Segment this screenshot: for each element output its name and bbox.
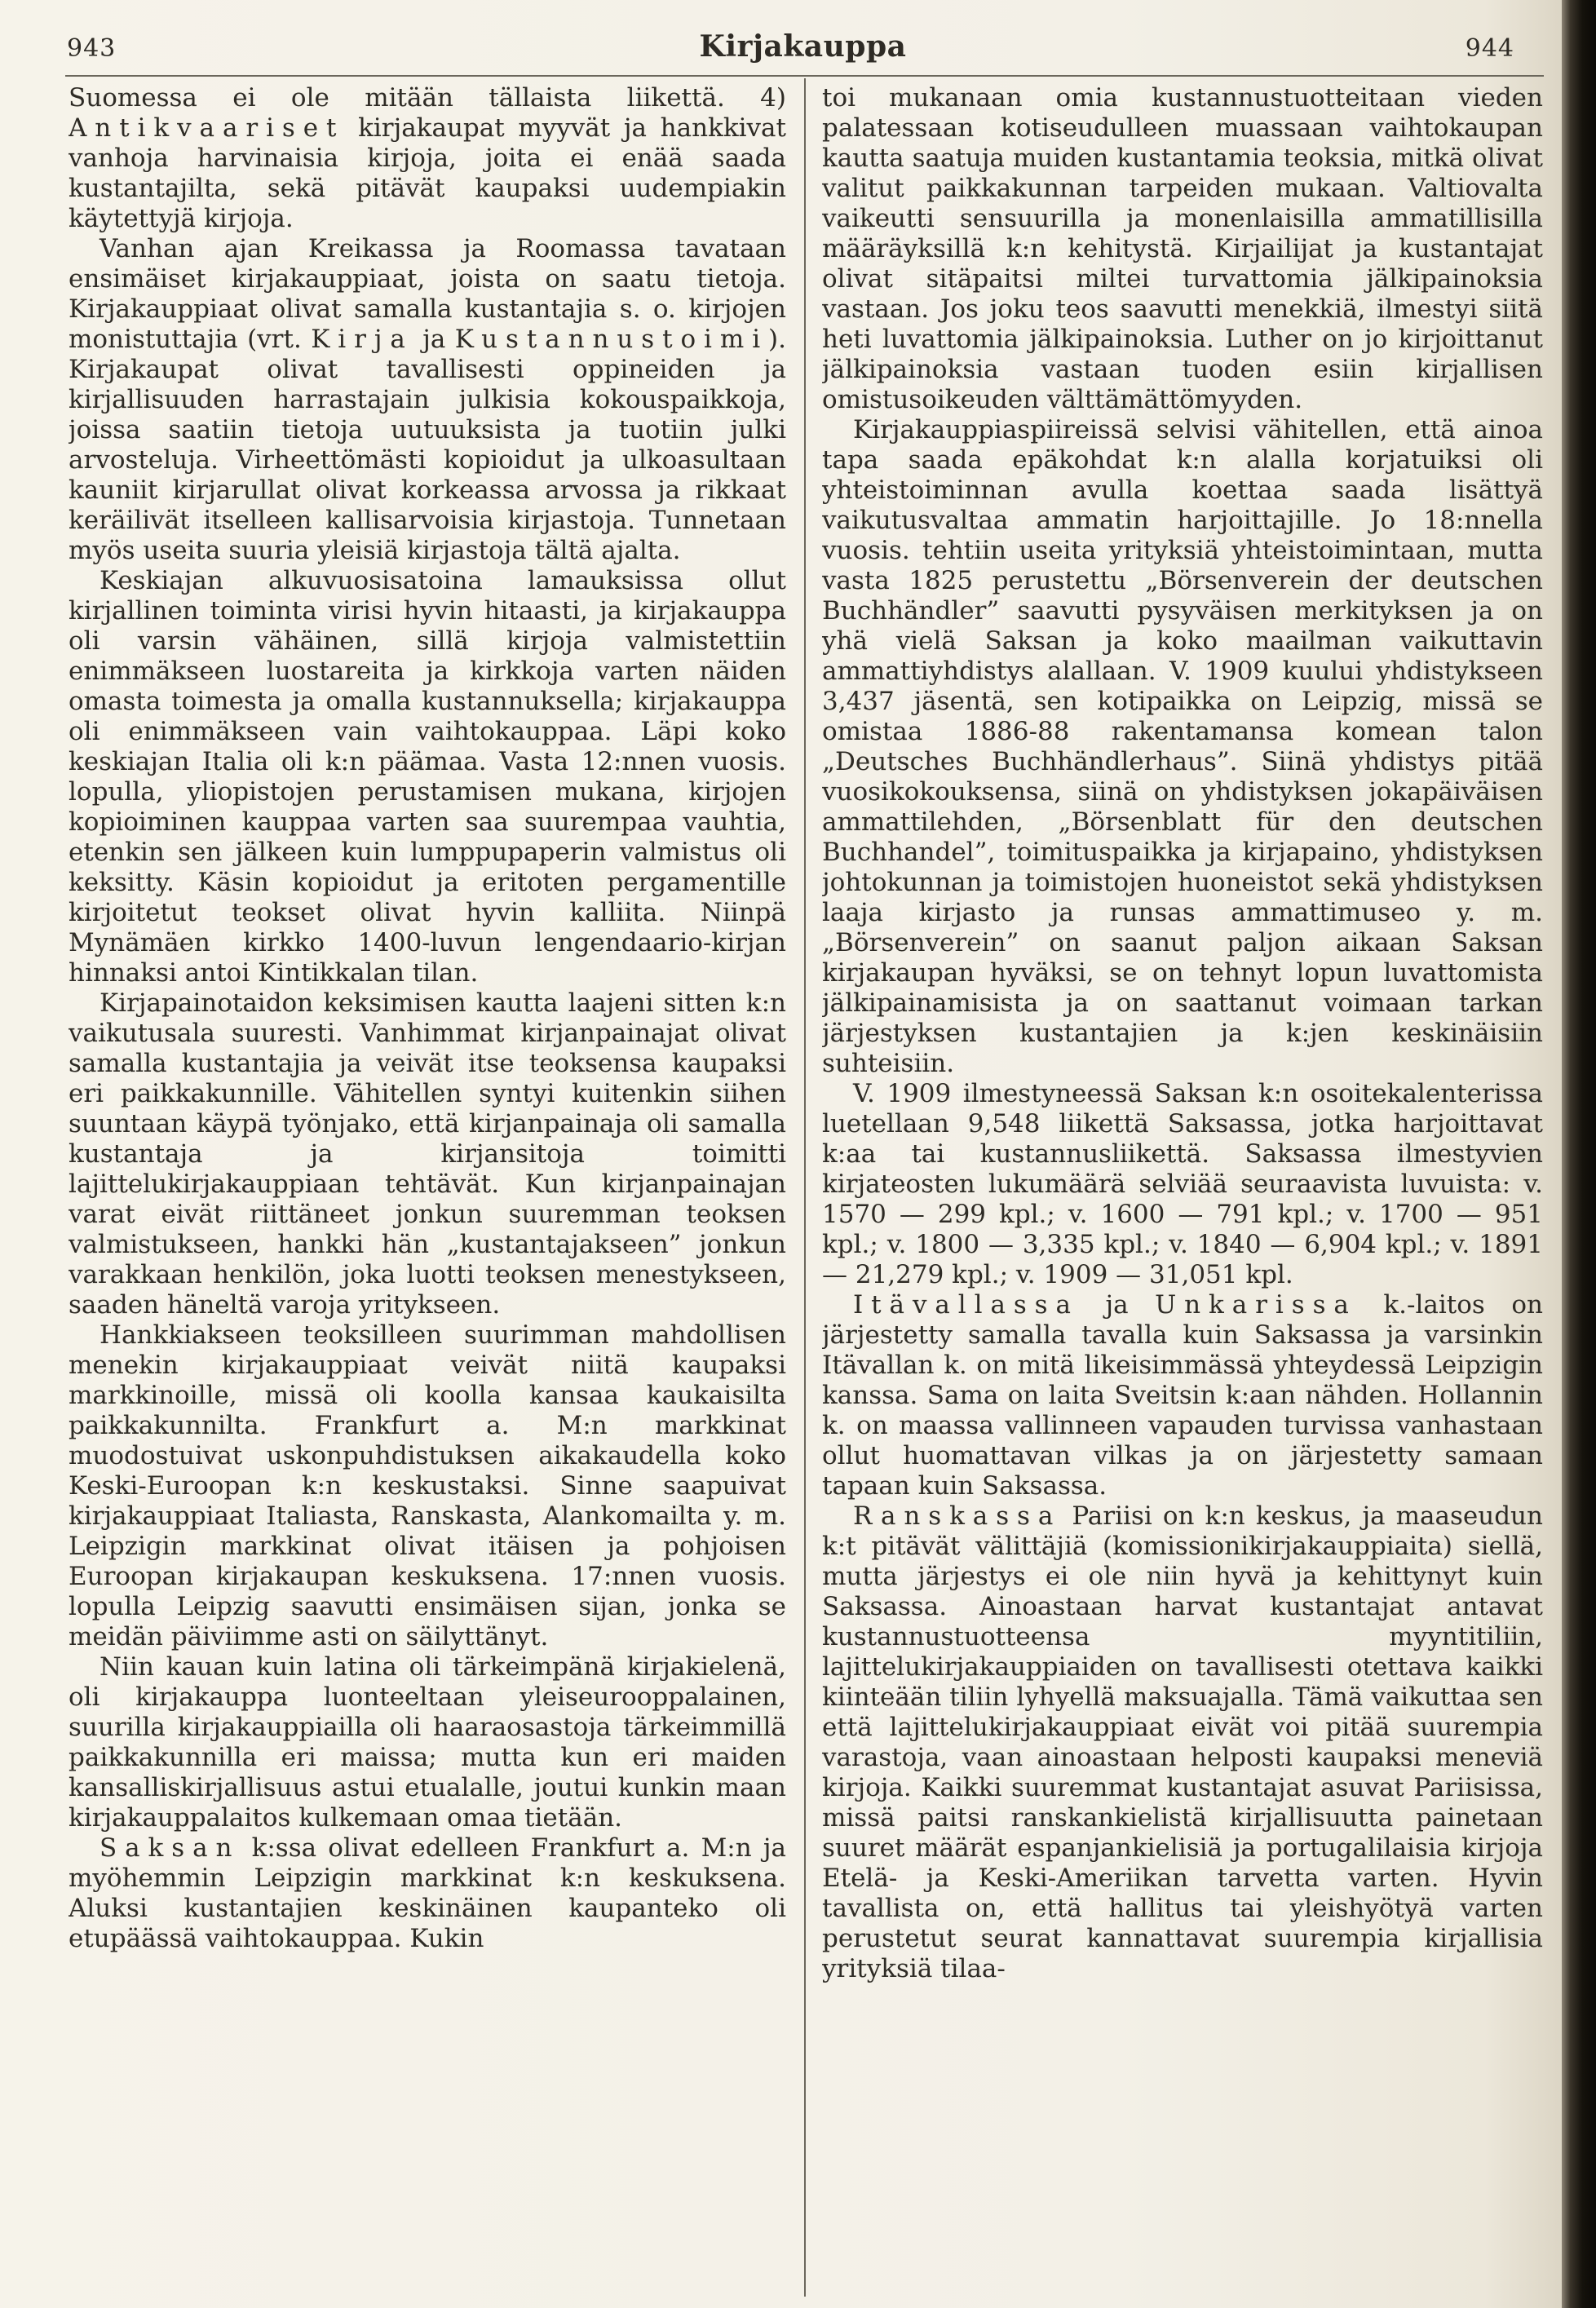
paragraph [822, 1290, 1543, 1501]
text-run: k.-laitos on järjestetty samalla tavalla kuin Saksassa ja varsinkin Itävallan k. on mitä likeisimmässä yhteydessä Leipzigin kanssa. Sama on laita Sveitsin k:aan nähden. Hollannin k. on maassa vallinneen vapauden turvissa vanhastaan ollut huomattavan vilkas ja on järjestetty samaan tapaan kuin Saksassa. [822, 1290, 1543, 1501]
text-run: Suomessa ei ole mitään tällaista liikettä. 4) [69, 83, 786, 113]
text-run: Pariisi on k:n keskus, ja maaseudun k:t pitävät välittäjiä (komissionikirjakauppiaita) siellä, mutta järjestys ei ole niin hyvä ja kehittynyt kuin Saksassa. Ainoastaan harvat kustantajat antavat kustannustuotteensa myyntitiliin, lajittelukirjakauppiaiden on tavallisesti otettava kaikki kiinteään tiliin lyhyellä maksuajalla. Tämä vaikuttaa sen että lajittelukirjakauppiaat eivät voi pitää suurempia varastoja, vaan ainoastaan helposti kaupaksi meneviä kirjoja. Kaikki suuremmat kustantajat asuvat Pariisissa, missä paitsi ranskankielistä kirjallisuutta painetaan suuret määrät espanjankielisiä ja portugalilaisia kirjoja Etelä- ja Keski-Ameriikan tarvetta varten. Hyvin tavallista on, että hallitus tai yleishyötyä varten perustetut seurat kannattavat suurempia kirjallisia yrityksiä tilaa- [822, 1501, 1543, 1983]
paragraph [69, 83, 786, 234]
emphasized-term: Ranskassa [853, 1501, 1062, 1531]
text-run: Niin kauan kuin latina oli tärkeimpänä kirjakielenä, oli kirjakauppa luonteeltaan yleiseurooppalainen, suurilla kirjakauppiailla oli haaraosastoja tärkeimmillä paikkakunnilla eri maissa; mutta kun eri maiden kansalliskirjallisuus astui etualalle, joutui kunkin maan kirjakauppalaitos kulkemaan omaa tietään. [69, 1652, 786, 1833]
paragraph [822, 83, 1543, 415]
text-run: ja [1078, 1290, 1156, 1320]
text-run: Vanhan ajan Kreikassa ja Roomassa tavataan ensimäiset kirjakauppiaat, joista on saatu tietoja. Kirjakauppiaat olivat samalla kustantajia s. o. kirjojen monistuttajia (vrt. [69, 234, 786, 354]
page-title: Kirjakauppa [699, 29, 907, 64]
page-header [67, 29, 1539, 69]
paragraph [69, 1833, 786, 1954]
header-rule [65, 75, 1544, 77]
paragraph [69, 234, 786, 566]
page-number-left: 943 [67, 34, 117, 63]
text-run: Keskiajan alkuvuosisatoina lamauksissa ollut kirjallinen toiminta virisi hyvin hitaasti, ja kirjakauppa oli varsin vähäinen, sillä kirjoja valmistettiin enimmäkseen luostareita ja kirkkoja varten näiden omasta toimesta ja omalla kustannuksella; kirjakauppa oli enimmäkseen vain vaihtokauppaa. Läpi koko keskiajan Italia oli k:n päämaa. Vasta 12:nnen vuosis. lopulla, yliopistojen perustamisen mukana, kirjojen kopioiminen kauppaa varten saa suurempaa vauhtia, etenkin sen jälkeen kuin lumppupaperin valmistus oli keksitty. Käsin kopioidut ja eritoten pergamentille kirjoitetut teokset olivat hyvin kalliita. Niinpä Mynämäen kirkko 1400-luvun lengendaario-kirjan hinnaksi antoi Kintikkalan tilan. [69, 566, 786, 988]
paragraph [69, 566, 786, 988]
paragraph [822, 415, 1543, 1079]
text-run: kirjakaupat myyvät ja hankkivat vanhoja harvinaisia kirjoja, joita ei enää saada kustantajilta, sekä pitävät kaupaksi uudempiakin käytettyjä kirjoja. [69, 113, 786, 233]
text-run: toi mukanaan omia kustannustuotteitaan vieden palatessaan kotiseudulleen muassaan vaihtokaupan kautta saatuja muiden kustantamia teoksia, mitkä olivat valitut paikkakunnan tarpeiden mukaan. Valtiovalta vaikeutti sensuurilla ja monenlaisilla ammatillisilla määräyksillä k:n kehitystä. Kirjailijat ja kustantajat olivat sitäpaitsi miltei turvattomia jälkipainoksia vastaan. Jos joku teos saavutti menekkiä, ilmestyi siitä heti luvattomia jälkipainoksia. Luther on jo kirjoittanut jälkipainoksia vastaan tuoden esiin kirjallisen omistusoikeuden välttämättömyyden. [822, 83, 1543, 414]
paragraph [822, 1501, 1543, 1984]
paragraph [822, 1079, 1543, 1290]
text-run: k:ssa olivat edelleen Frankfurt a. M:n ja myöhemmin Leipzigin markkinat k:n keskuksena. Aluksi kustantajien keskinäinen kaupanteko oli etupäässä vaihtokauppaa. Kukin [69, 1833, 786, 1953]
emphasized-term: Kustannustoimi [454, 325, 769, 354]
column-divider [804, 78, 806, 2297]
text-run: ). Kirjakaupat olivat tavallisesti oppineiden ja kirjallisuuden harrastajain julkisia kokouspaikkoja, joissa saatiin tietoja uutuuksista ja tuotiin julki arvosteluja. Virheettömästi kopioidut ja ulkoasultaan kauniit kirjarullat olivat korkeassa arvossa ja rikkaat keräilivät itselleen kallisarvoisia kirjastoja. Tunnetaan myös useita suuria yleisiä kirjastoja tältä ajalta. [69, 325, 786, 565]
left-column-text [69, 83, 786, 2295]
emphasized-term: Saksan [99, 1833, 241, 1863]
text-run: Kirjakauppiaspiireissä selvisi vähitellen, että ainoa tapa saada epäkohdat k:n alalla korjatuiksi oli yhteistoiminnan avulla koettaa saada lisättyä vaikutusvaltaa ammatin harjoittajille. Jo 18:nnella vuosis. tehtiin useita yrityksiä yhteistoimintaan, mutta vasta 1825 perustettu „Börsenverein der deutschen Buchhändler” saavutti pysyväisen merkityksen ja on yhä vielä Saksan ja koko maailman vaikuttavin ammattiyhdistys alallaan. V. 1909 kuului yhdistykseen 3,437 jäsentä, sen kotipaikka on Leipzig, missä se omistaa 1886-88 rakentamansa komean talon „Deutsches Buchhändlerhaus”. Siinä yhdistys pitää vuosikokouksensa, siinä on yhdistyksen jokapäiväisen ammattilehden, „Börsenblatt für den deutschen Buchhandel”, toimituspaikka ja kirjapaino, yhdistyksen johtokunnan ja toimistojen huoneistot sekä yhdistyksen laaja kirjasto ja runsas ammattimuseo y. m. „Börsenverein” on saanut paljon aikaan Saksan kirjakaupan hyväksi, se on tehnyt lopun luvattomista jälkipainamisista ja on saattanut voimaan tarkan järjestyksen kustantajien ja k:jen keskinäisiin suhteisiin. [822, 415, 1543, 1078]
emphasized-term: Unkarissa [1155, 1290, 1357, 1320]
emphasized-term: Kirja [311, 325, 413, 354]
emphasized-term: Itävallassa [853, 1290, 1079, 1320]
paragraph [69, 1320, 786, 1652]
text-run: Hankkiakseen teoksilleen suurimman mahdollisen menekin kirjakauppiaat veivät niitä kaupaksi markkinoille, missä oli koolla kansaa kaukaisilta paikkakunnilta. Frankfurt a. M:n markkinat muodostuivat uskonpuhdistuksen aikakaudella koko Keski-Euroopan k:n keskustaksi. Sinne saapuivat kirjakauppiaat Italiasta, Ranskasta, Alankomailta y. m. Leipzigin markkinat olivat itäisen ja pohjoisen Euroopan kirjakaupan keskuksena. 17:nnen vuosis. lopulla Leipzig saavutti ensimäisen sijan, jonka se meidän päiviimme asti on säilyttänyt. [69, 1320, 786, 1651]
text-run: ja [413, 325, 455, 354]
book-edge-shadow [1562, 0, 1596, 2308]
paragraph [69, 988, 786, 1320]
text-run: Kirjapainotaidon keksimisen kautta laajeni sitten k:n vaikutusala suuresti. Vanhimmat kirjanpainajat olivat samalla kustantajia ja veivät itse teoksensa kaupaksi eri paikkakunnille. Vähitellen syntyi kuitenkin siihen suuntaan käypä työnjako, että kirjanpainaja oli samalla kustantaja ja kirjansitoja toimitti lajittelukirjakauppiaan tehtävät. Kun kirjanpainajan varat eivät riittäneet jonkun suuremman teoksen valmistukseen, hankki hän „kustantajakseen” jonkun varakkaan henkilön, joka luotti teoksen menestykseen, saaden häneltä varoja yritykseen. [69, 988, 786, 1320]
emphasized-term: Antikvaariset [69, 113, 345, 143]
right-column-text [822, 83, 1543, 2295]
text-run: V. 1909 ilmestyneessä Saksan k:n osoitekalenterissa luetellaan 9,548 liikettä Saksassa, jotka harjoittavat k:aa tai kustannusliikettä. Saksassa ilmestyvien kirjateosten lukumäärä selviää seuraavista luvuista: v. 1570 — 299 kpl.; v. 1600 — 791 kpl.; v. 1700 — 951 kpl.; v. 1800 — 3,335 kpl.; v. 1840 — 6,904 kpl.; v. 1891 — 21,279 kpl.; v. 1909 — 31,051 kpl. [822, 1079, 1543, 1289]
page-number-right: 944 [1465, 34, 1514, 63]
paragraph [69, 1652, 786, 1833]
